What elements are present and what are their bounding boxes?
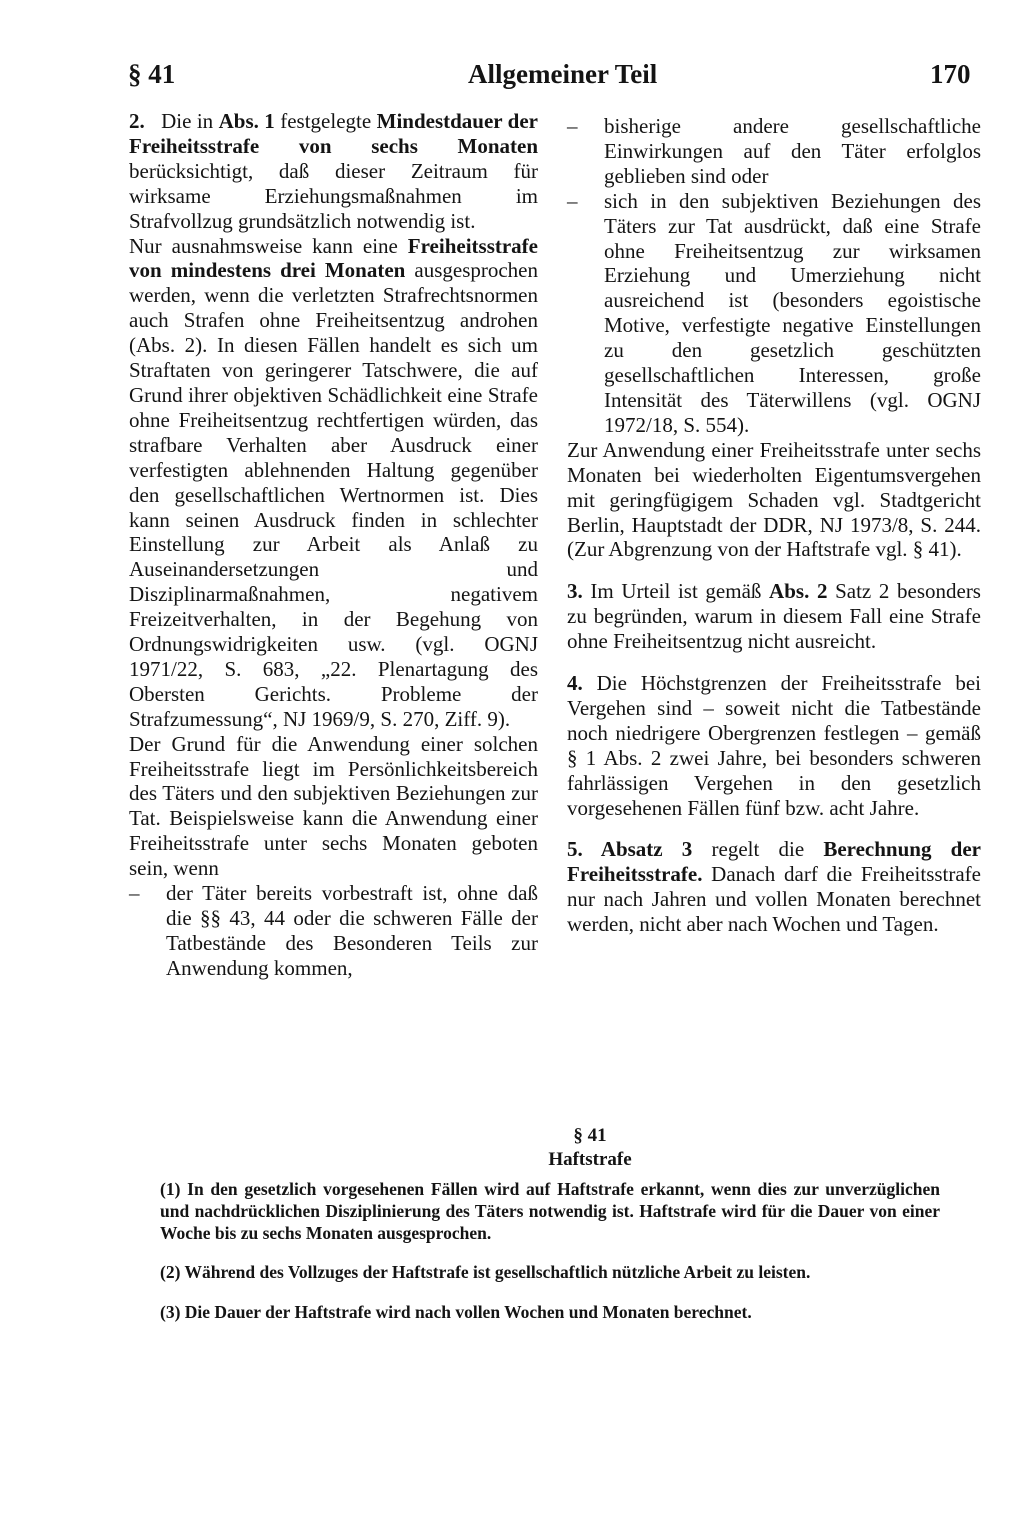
- bold-run: Abs. 2: [769, 579, 828, 604]
- text-run: festgelegte: [274, 109, 377, 133]
- list-item: [567, 114, 981, 189]
- commentary-paragraph-zur: Zur Anwendung einer Freiheitsstrafe unter sechs Monaten bei wiederholten Eigentumsvergehen mit geringfügigem Schaden vgl. Stadtgericht Berlin, Hauptstadt der DDR, NJ 1973/8, S. 244. (Zur Abgrenzung von der Haftstrafe vgl. § 41).: [567, 437, 981, 562]
- text-run: regelt die: [692, 837, 824, 862]
- list-item-text: der Täter bereits vorbestraft ist, ohne daß die §§ 43, 44 oder die schweren Fälle der Tatbestände des Besonderen Teils zur Anwendung kommen,: [166, 881, 538, 980]
- bold-run: Freiheitsstrafe von mindestens drei Monaten: [129, 233, 538, 283]
- list-item-text: sich in den subjektiven Beziehungen des Täters zur Tat ausdrückt, daß eine Strafe ohne Freiheitsentzug zur wirksamen Erziehung und Umerziehung nicht ausreichend ist (besonders egoistische Motive, verfestigte negative Einstellungen zu den gesetzlich geschützten gesellschaftlichen Interessen, große Intensität des Täterwillens (vgl. OGNJ 1972/18, S. 554).: [604, 188, 981, 437]
- text-run: Die in: [161, 109, 219, 133]
- page-number: 170: [930, 59, 971, 89]
- text-run: Danach darf die Freiheitsstrafe nur nach Jahren und vollen Monaten berechnet werden, nicht aber nach Wochen und Tagen.: [567, 862, 981, 937]
- paragraph-number: 4.: [567, 671, 583, 696]
- text-run: Die Höchstgrenzen der Freiheitsstrafe bei Vergehen sind – soweit nicht die Tatbestände noch niedrigere Obergrenzen festlegen – gemäß § 1 Abs. 2 zwei Jahre, bei besonders schweren fahrlässigen Vergehen in den gesetzlich vorgesehenen Fällen fünf bzw. acht Jahre.: [567, 671, 981, 820]
- right-column: [567, 114, 981, 937]
- commentary-paragraph-5: [567, 837, 981, 937]
- list-item: [129, 881, 538, 981]
- commentary-paragraph-2c: Der Grund für die Anwendung einer solchen Freiheitsstrafe liegt im Persönlichkeitsbereich des Täters und den subjektiven Beziehungen zur Tat. Beispielsweise kann die Anwendung einer Freiheitsstrafe unter sechs Monaten geboten sein, wenn: [129, 731, 538, 881]
- statute-paragraph-1: (1) In den gesetzlich vorgesehenen Fällen wird auf Haftstrafe erkannt, wenn dies zur unverzüglichen und nachdrücklichen Disziplinierung des Täters notwendig ist. Haftstrafe wird für die Dauer von einer Woche bis zu sechs Monaten ausgesprochen.: [160, 1179, 940, 1244]
- statute-section: [160, 1124, 940, 1323]
- statute-paragraph-3: (3) Die Dauer der Haftstrafe wird nach vollen Wochen und Monaten berechnet.: [160, 1301, 752, 1322]
- paragraph-number: 3.: [567, 579, 583, 604]
- list-item-text: bisherige andere gesellschaftliche Einwirkungen auf den Täter erfolglos geblieben sind oder: [604, 114, 981, 188]
- text-run: ausgesprochen werden, wenn die verletzten Strafrechtsnormen auch Strafen ohne Freiheitsentzug androhen (Abs. 2). In diesen Fällen handelt es sich um Straftaten von geringerer Tatschwere, die auf Grund ihrer objektiven Schädlichkeit eine Strafe ohne Freiheitsentzug rechtfertigen würden, das strafbare Verhalten aber Ausdruck einer verfestigten ablehnenden Haltung gegenüber den gesellschaftlichen Wertnormen ist. Dies kann seinen Ausdruck finden in schlechter Einstellung zur Arbeit als Anlaß zu Auseinandersetzungen und Disziplinarmaßnahmen, negativem Freizeitverhalten, in der Begehung von Ordnungswidrigkeiten usw. (vgl. OGNJ 1971/22, S. 683, „22. Plenartagung des Obersten Gerichts. Probleme der Strafzumessung“, NJ 1969/9, S. 270, Ziff. 9).: [129, 258, 538, 731]
- commentary-paragraph-2: [129, 109, 538, 234]
- paragraph-number: 2.: [129, 109, 145, 133]
- commentary-paragraph-4: [567, 671, 981, 820]
- section-number: § 41: [573, 1125, 607, 1146]
- running-head-title: Allgemeiner Teil: [468, 59, 658, 89]
- bold-run: Absatz 3: [582, 837, 693, 862]
- statute-paragraph-2: (2) Während des Vollzuges der Haftstrafe ist gesellschaftlich nützliche Arbeit zu leisten.: [160, 1261, 811, 1282]
- text-run: Nur ausnahmsweise kann eine: [129, 233, 408, 258]
- paragraph-number: 5.: [567, 837, 583, 862]
- bold-run: Mindestdauer der Freiheitsstrafe von sechs Monaten: [129, 109, 539, 158]
- section-title: Haftstrafe: [548, 1149, 632, 1170]
- left-column: [129, 109, 538, 981]
- running-head-section: § 41: [128, 59, 176, 89]
- dash-bullet: –: [567, 114, 578, 138]
- bold-run: Berechnung der Freiheitsstrafe.: [567, 837, 981, 887]
- commentary-paragraph-2b: [129, 234, 538, 732]
- commentary-paragraph-3: [567, 579, 981, 654]
- list-item: [567, 189, 981, 438]
- bold-run: Abs. 1: [218, 109, 275, 133]
- text-run: Im Urteil ist gemäß: [582, 579, 770, 604]
- text-run: Satz 2 besonders zu begründen, warum in diesem Fall eine Strafe ohne Freiheitsentzug nicht ausreicht.: [567, 579, 981, 654]
- dash-bullet: –: [567, 188, 578, 213]
- dash-bullet: –: [129, 881, 140, 906]
- text-run: berücksichtigt, daß dieser Zeitraum für wirksame Erziehungsmaßnahmen im Strafvollzug grundsätzlich notwendig ist.: [129, 158, 538, 233]
